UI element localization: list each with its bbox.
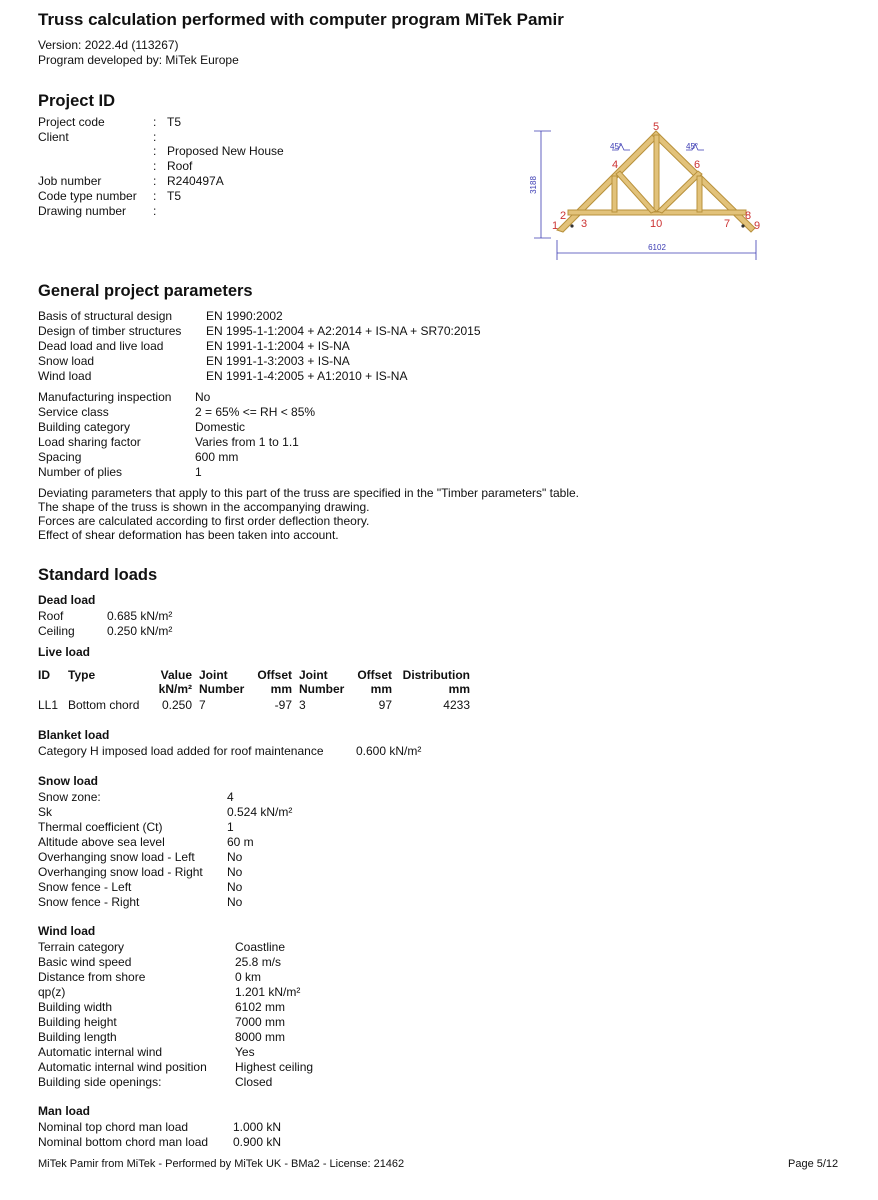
general-heading: General project parameters xyxy=(38,282,253,300)
dead-load-value: 0.250 kN/m² xyxy=(107,624,173,638)
man-load-label: Nominal bottom chord man load xyxy=(38,1135,209,1149)
colon: : xyxy=(153,115,157,129)
joint-7: 7 xyxy=(724,218,731,230)
wind-value: 6102 mm xyxy=(235,1000,286,1014)
blanket-load-value: 0.600 kN/m² xyxy=(356,744,422,758)
param-value: No xyxy=(195,390,211,404)
param-label: Service class xyxy=(38,405,109,419)
document-title: Truss calculation performed with computer program MiTek Pamir xyxy=(38,10,564,29)
note-line: The shape of the truss is shown in the accompanying drawing. xyxy=(38,500,370,514)
king-post xyxy=(654,135,659,212)
drawing-number-label: Drawing number xyxy=(38,204,127,218)
joint-6: 6 xyxy=(694,159,701,171)
wind-label: Building width xyxy=(38,1000,113,1014)
man-load-heading: Man load xyxy=(38,1104,91,1118)
wind-label: qp(z) xyxy=(38,985,66,999)
wind-label: Building length xyxy=(38,1030,117,1044)
height-dimension: 3188 xyxy=(529,176,538,194)
standard-loads-heading: Standard loads xyxy=(38,566,158,584)
wind-value: 0 km xyxy=(235,970,262,984)
col-header-joint2: Joint xyxy=(299,668,328,682)
col-header-distribution-unit: mm xyxy=(448,682,470,696)
joint-8: 8 xyxy=(745,210,752,222)
web-right-vertical xyxy=(697,176,702,212)
snow-label: Snow zone: xyxy=(38,790,101,804)
snow-label: Overhanging snow load - Left xyxy=(38,850,195,864)
wind-label: Terrain category xyxy=(38,940,125,954)
snow-value: 1 xyxy=(227,820,234,834)
colon: : xyxy=(153,204,157,218)
wind-load-heading: Wind load xyxy=(38,924,96,938)
wind-value: 7000 mm xyxy=(235,1015,286,1029)
colon: : xyxy=(153,144,157,158)
truss-drawing xyxy=(520,110,770,265)
project-code-label: Project code xyxy=(38,115,105,129)
code-value: EN 1990:2002 xyxy=(206,309,283,323)
col-header-offset1-unit: mm xyxy=(270,682,292,696)
snow-label: Thermal coefficient (Ct) xyxy=(38,820,163,834)
snow-value: No xyxy=(227,850,243,864)
code-label: Snow load xyxy=(38,354,95,368)
col-header-id: ID xyxy=(38,668,50,682)
web-right xyxy=(657,171,702,213)
wind-value: Closed xyxy=(235,1075,273,1089)
code-label: Dead load and live load xyxy=(38,339,164,353)
blanket-load-label: Category H imposed load added for roof maintenance xyxy=(38,744,324,758)
client-line-value: Roof xyxy=(167,159,193,173)
param-value: Domestic xyxy=(195,420,246,434)
wind-label: Distance from shore xyxy=(38,970,146,984)
live-load-table xyxy=(0,668,878,718)
colon: : xyxy=(153,174,157,188)
span-dimension: 6102 xyxy=(648,243,666,252)
page-number: Page 5/12 xyxy=(788,1158,839,1170)
note-line: Deviating parameters that apply to this part of the truss are specified in the "Timber parameters" table. xyxy=(38,486,580,500)
param-value: Varies from 1 to 1.1 xyxy=(195,435,299,449)
col-header-offset2: Offset xyxy=(357,668,392,682)
man-load-value: 0.900 kN xyxy=(233,1135,282,1149)
joint-9: 9 xyxy=(754,220,761,232)
colon: : xyxy=(153,130,157,144)
snow-value: 60 m xyxy=(227,835,254,849)
snow-value: 0.524 kN/m² xyxy=(227,805,293,819)
snow-label: Snow fence - Right xyxy=(38,895,140,909)
code-label: Design of timber structures xyxy=(38,324,182,338)
col-header-offset1: Offset xyxy=(257,668,292,682)
snow-label: Overhanging snow load - Right xyxy=(38,865,203,879)
dead-load-value: 0.685 kN/m² xyxy=(107,609,173,623)
snow-label: Snow fence - Left xyxy=(38,880,132,894)
top-chord-left xyxy=(557,131,663,232)
footer-license: MiTek Pamir from MiTek - Performed by MiTek UK - BMa2 - License: 21462 xyxy=(38,1158,405,1170)
snow-value: 4 xyxy=(227,790,234,804)
wind-label: Automatic internal wind position xyxy=(38,1060,207,1074)
code-label: Basis of structural design xyxy=(38,309,173,323)
job-number-value: R240497A xyxy=(167,174,224,188)
joint-10: 10 xyxy=(650,218,663,230)
cell-joint2: 3 xyxy=(299,698,306,712)
col-header-value: Value xyxy=(160,668,192,682)
table-row xyxy=(0,698,878,714)
wind-label: Basic wind speed xyxy=(38,955,132,969)
col-header-joint1: Joint xyxy=(199,668,228,682)
wind-value: 8000 mm xyxy=(235,1030,286,1044)
param-label: Load sharing factor xyxy=(38,435,141,449)
snow-label: Sk xyxy=(38,805,53,819)
param-value: 2 = 65% <= RH < 85% xyxy=(195,405,316,419)
top-chord-right xyxy=(652,131,755,232)
note-line: Effect of shear deformation has been taken into account. xyxy=(38,528,339,542)
code-value: EN 1991-1-4:2005 + A1:2010 + IS-NA xyxy=(206,369,408,383)
colon: : xyxy=(153,159,157,173)
dead-load-label: Roof xyxy=(38,609,64,623)
param-label: Building category xyxy=(38,420,131,434)
man-load-label: Nominal top chord man load xyxy=(38,1120,189,1134)
web-left-vertical xyxy=(612,176,617,212)
developer-text: Program developed by: MiTek Europe xyxy=(38,53,239,67)
client-line-value: Proposed New House xyxy=(167,144,284,158)
param-value: 600 mm xyxy=(195,450,239,464)
cell-value: 0.250 xyxy=(161,698,192,712)
wind-value: Highest ceiling xyxy=(235,1060,314,1074)
col-header-distribution: Distribution xyxy=(402,668,470,682)
cell-distribution: 4233 xyxy=(443,698,470,712)
snow-load-heading: Snow load xyxy=(38,774,98,788)
param-value: 1 xyxy=(195,465,202,479)
snow-label: Altitude above sea level xyxy=(38,835,165,849)
client-label: Client xyxy=(38,130,69,144)
code-value: EN 1991-1-1:2004 + IS-NA xyxy=(206,339,350,353)
col-header-joint1-sub: Number xyxy=(199,682,245,696)
snow-value: No xyxy=(227,895,243,909)
cell-type: Bottom chord xyxy=(68,698,140,712)
snow-value: No xyxy=(227,880,243,894)
param-label: Spacing xyxy=(38,450,82,464)
cell-offset1: -97 xyxy=(274,698,292,712)
job-number-label: Job number xyxy=(38,174,102,188)
version-text: Version: 2022.4d (113267) xyxy=(38,38,179,52)
wind-value: Yes xyxy=(235,1045,255,1059)
dead-load-label: Ceiling xyxy=(38,624,75,638)
angle-right-label: 45° xyxy=(686,142,699,151)
joint-5: 5 xyxy=(653,121,660,133)
wind-value: 1.201 kN/m² xyxy=(235,985,301,999)
man-load-value: 1.000 kN xyxy=(233,1120,282,1134)
code-type-label: Code type number xyxy=(38,189,137,203)
cell-id: LL1 xyxy=(38,698,59,712)
cell-offset2: 97 xyxy=(378,698,392,712)
param-label: Manufacturing inspection xyxy=(38,390,172,404)
param-label: Number of plies xyxy=(38,465,123,479)
joint-4: 4 xyxy=(612,159,619,171)
live-load-heading: Live load xyxy=(38,645,91,659)
cell-joint1: 7 xyxy=(199,698,206,712)
joint-3: 3 xyxy=(581,218,588,230)
note-line: Forces are calculated according to first order deflection theory. xyxy=(38,514,370,528)
col-header-joint2-sub: Number xyxy=(299,682,345,696)
code-value: EN 1995-1-1:2004 + A2:2014 + IS-NA + SR70:2015 xyxy=(206,324,481,338)
wind-label: Building side openings: xyxy=(38,1075,162,1089)
truss-members xyxy=(557,131,755,232)
col-header-value-unit: kN/m² xyxy=(158,682,192,696)
code-label: Wind load xyxy=(38,369,92,383)
col-header-type: Type xyxy=(68,668,96,682)
project-code-value: T5 xyxy=(167,115,182,129)
angle-left-label: 45° xyxy=(610,142,623,151)
joint-2: 2 xyxy=(560,210,567,222)
code-value: EN 1991-1-3:2003 + IS-NA xyxy=(206,354,350,368)
wind-label: Automatic internal wind xyxy=(38,1045,163,1059)
project-id-heading: Project ID xyxy=(38,92,116,110)
colon: : xyxy=(153,189,157,203)
col-header-offset2-unit: mm xyxy=(370,682,392,696)
joint-1: 1 xyxy=(552,220,559,232)
web-left xyxy=(616,171,656,213)
blanket-load-heading: Blanket load xyxy=(38,728,110,742)
wind-label: Building height xyxy=(38,1015,117,1029)
wind-value: 25.8 m/s xyxy=(235,955,282,969)
dead-load-heading: Dead load xyxy=(38,593,96,607)
snow-value: No xyxy=(227,865,243,879)
wind-value: Coastline xyxy=(235,940,286,954)
code-type-value: T5 xyxy=(167,189,182,203)
